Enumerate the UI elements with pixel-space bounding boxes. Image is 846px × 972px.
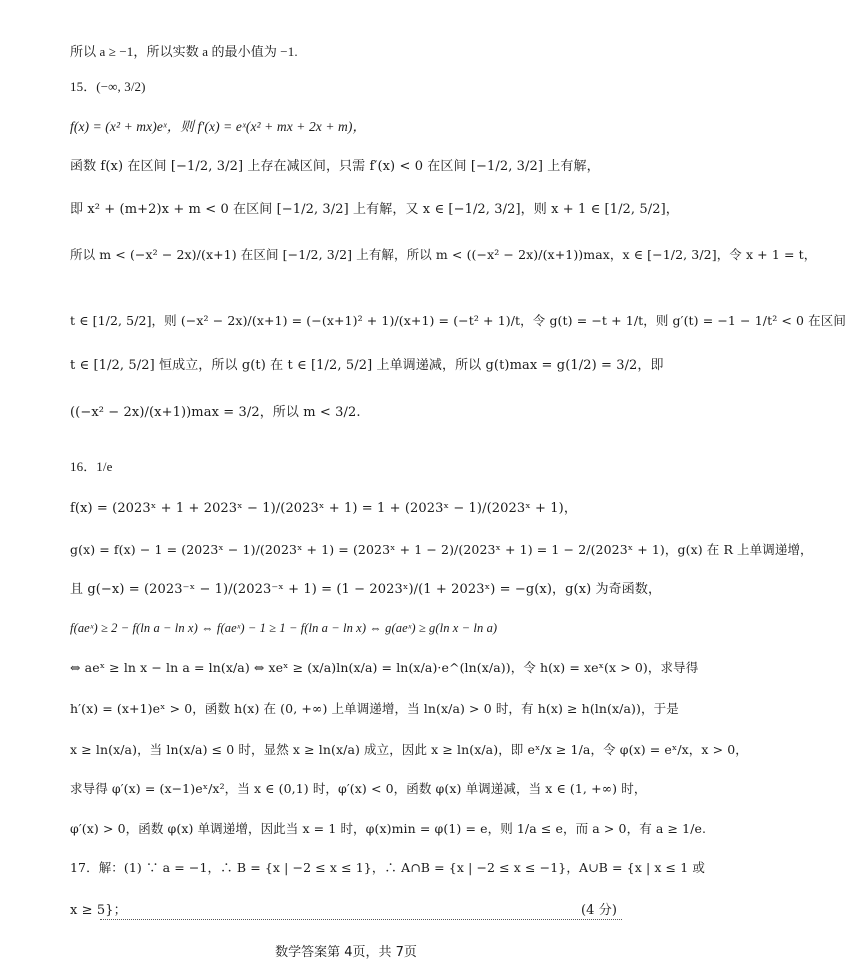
text-line: f(x) = (x² + mx)eˣ，则 f′(x) = eˣ(x² + mx + 2x + m)， bbox=[70, 119, 367, 134]
dotted-leader bbox=[100, 919, 622, 920]
text-line: ((−x² − 2x)/(x+1))max = 3/2，所以 m < 3/2. bbox=[70, 405, 361, 420]
text-line: 所以 a ≥ −1，所以实数 a 的最小值为 −1. bbox=[70, 44, 298, 59]
text-line: h′(x) = (x+1)eˣ > 0，函数 h(x) 在 (0, +∞) 上单调递增，当 ln(x/a) > 0 时，有 h(x) ≥ h(ln(x/a))，于是 bbox=[70, 701, 679, 716]
text-line: ⇔ aeˣ ≥ ln x − ln a = ln(x/a) ⇔ xeˣ ≥ (x/a)ln(x/a) = ln(x/a)·e^(ln(x/a))，令 h(x) = xeˣ(x > 0)，求导得 bbox=[70, 660, 699, 675]
text-line: 求导得 φ′(x) = (x−1)eˣ/x²，当 x ∈ (0,1) 时，φ′(x) < 0，函数 φ(x) 单调递减，当 x ∈ (1, +∞) 时， bbox=[70, 781, 647, 796]
answer-17-line: 17．解：(1) ∵ a = −1，∴ B = {x | −2 ≤ x ≤ 1}，∴ A∩B = {x | −2 ≤ x ≤ −1}，A∪B = {x | x ≤ 1 或 bbox=[70, 860, 705, 875]
text-line: g(x) = f(x) − 1 = (2023ˣ − 1)/(2023ˣ + 1) = (2023ˣ + 1 − 2)/(2023ˣ + 1) = 1 − 2/(2023ˣ + 1)，g(x) 在 R 上单调递增， bbox=[70, 542, 813, 557]
text-line: 即 x² + (m+2)x + m < 0 在区间 [−1/2, 3/2] 上有解，又 x ∈ [−1/2, 3/2]，则 x + 1 ∈ [1/2, 5/2]， bbox=[70, 202, 679, 217]
text-line: x ≥ 5}； bbox=[70, 903, 127, 918]
score-label: (4 分) bbox=[580, 903, 617, 918]
text-line: 函数 f(x) 在区间 [−1/2, 3/2] 上存在减区间，只需 f′(x) < 0 在区间 [−1/2, 3/2] 上有解， bbox=[70, 159, 600, 174]
page-footer: 数学答案第 4页，共 7页 bbox=[275, 945, 417, 960]
text-line: x ≥ ln(x/a)，当 ln(x/a) ≤ 0 时，显然 x ≥ ln(x/a) 成立，因此 x ≥ ln(x/a)，即 eˣ/x ≥ 1/a，令 φ(x) = eˣ/x，x > 0， bbox=[70, 742, 748, 757]
text-line: t ∈ [1/2, 5/2]，则 (−x² − 2x)/(x+1) = (−(x+1)² + 1)/(x+1) = (−t² + 1)/t，令 g(t) = −t + 1/t，则 g′(t) = −1 − 1/t² < 0 在区间 bbox=[70, 313, 846, 328]
answer-15-header: 15．(−∞, 3/2) bbox=[70, 79, 146, 94]
text-line: 所以 m < (−x² − 2x)/(x+1) 在区间 [−1/2, 3/2] 上有解，所以 m < ((−x² − 2x)/(x+1))max，x ∈ [−1/2, 3/2]，令 x + 1 = t， bbox=[70, 247, 817, 262]
text-line: f(aeˣ) ≥ 2 − f(ln a − ln x) ⇔ f(aeˣ) − 1 ≥ 1 − f(ln a − ln x) ⇔ g(aeˣ) ≥ g(ln x − ln a) bbox=[70, 621, 498, 635]
text-line: t ∈ [1/2, 5/2] 恒成立，所以 g(t) 在 t ∈ [1/2, 5/2] 上单调递减，所以 g(t)max = g(1/2) = 3/2，即 bbox=[70, 358, 664, 373]
text-line: 且 g(−x) = (2023⁻ˣ − 1)/(2023⁻ˣ + 1) = (1 − 2023ˣ)/(1 + 2023ˣ) = −g(x)，g(x) 为奇函数， bbox=[70, 582, 662, 597]
text-line: φ′(x) > 0，函数 φ(x) 单调递增，因此当 x = 1 时，φ(x)min = φ(1) = e，则 1/a ≤ e，而 a > 0，有 a ≥ 1/e. bbox=[70, 821, 707, 836]
answer-16-header: 16．1/e bbox=[70, 459, 113, 474]
text-line: f(x) = (2023ˣ + 1 + 2023ˣ − 1)/(2023ˣ + 1) = 1 + (2023ˣ − 1)/(2023ˣ + 1)， bbox=[70, 501, 577, 516]
